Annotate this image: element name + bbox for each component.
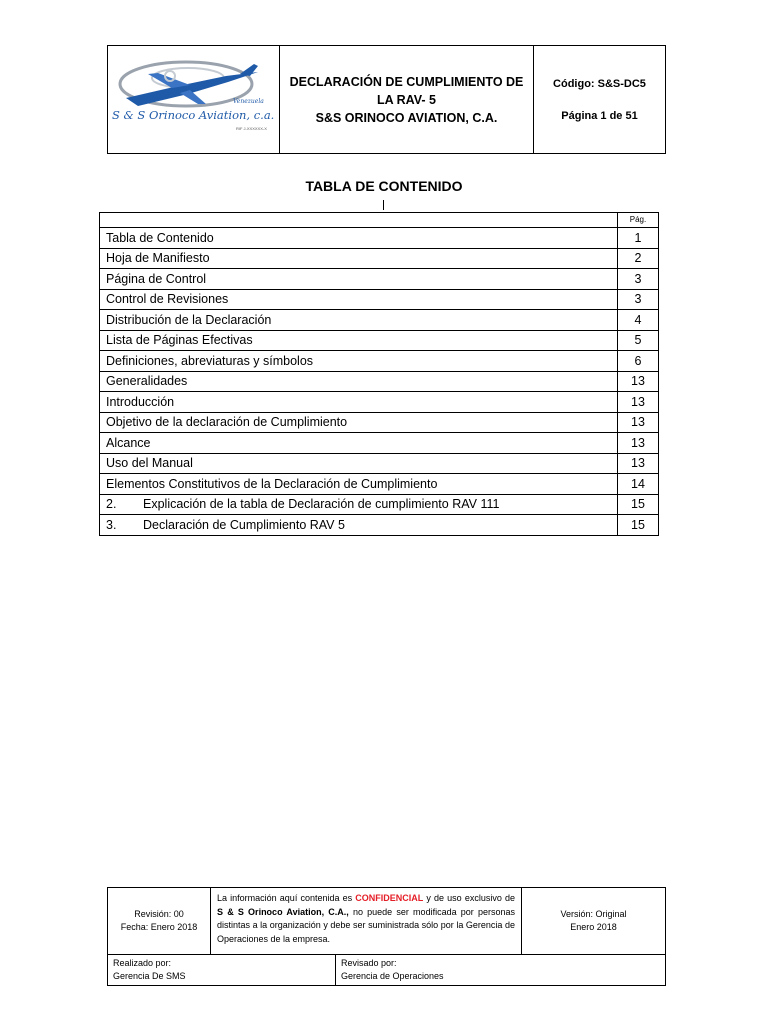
confidentiality-notice (211, 888, 522, 954)
toc-entry (100, 474, 618, 495)
toc-row (100, 494, 659, 515)
toc-entry-page: 2 (618, 248, 659, 269)
toc-entry-label: Definiciones, abreviaturas y símbolos (106, 353, 314, 368)
made-by-label: Realizado por: (113, 958, 172, 968)
toc-entry-page: 1 (618, 228, 659, 249)
toc-entry-page: 3 (618, 289, 659, 310)
made-by-value: Gerencia De SMS (113, 971, 186, 981)
text-cursor (383, 200, 384, 210)
toc-row (100, 474, 659, 495)
toc-entry-page: 13 (618, 392, 659, 413)
toc-entry-page: 13 (618, 453, 659, 474)
toc-entry (100, 453, 618, 474)
toc-entry-page: 13 (618, 371, 659, 392)
toc-entry-label: Objetivo de la declaración de Cumplimiento (106, 415, 348, 430)
document-code: Código: S&S-DC5 (553, 77, 646, 90)
toc-row (100, 515, 659, 536)
toc-entry-label: Tabla de Contenido (106, 230, 214, 245)
toc-entry-label: Declaración de Cumplimiento RAV 5 (143, 517, 345, 532)
logo-country: Venezuela (233, 98, 264, 105)
version-info (522, 888, 665, 954)
reviewed-by-label: Revisado por: (341, 958, 397, 968)
toc-entry (100, 269, 618, 290)
toc-entry (100, 330, 618, 351)
toc-entry-label: Distribución de la Declaración (106, 312, 272, 327)
reviewed-by-value: Gerencia de Operaciones (341, 971, 444, 981)
toc-heading: TABLA DE CONTENIDO (305, 178, 463, 194)
toc-entry (100, 371, 618, 392)
revision-date: Fecha: Enero 2018 (120, 922, 198, 932)
toc-row (100, 248, 659, 269)
toc-row (100, 269, 659, 290)
toc-entry-page: 5 (618, 330, 659, 351)
toc-row (100, 433, 659, 454)
toc-entry-label: Introducción (106, 394, 175, 409)
toc-entry-label: Lista de Páginas Efectivas (106, 333, 253, 348)
page-number: Página 1 de 51 (561, 109, 638, 122)
toc-row (100, 453, 659, 474)
revision-info (108, 888, 211, 954)
toc-entry (100, 433, 618, 454)
toc-entry (100, 228, 618, 249)
toc-entry-number: 3. (106, 517, 117, 532)
company-logo (108, 46, 280, 153)
toc-entry (100, 351, 618, 372)
toc-entry-page: 15 (618, 494, 659, 515)
toc-entry (100, 494, 618, 515)
toc-row (100, 412, 659, 433)
toc-row (100, 228, 659, 249)
toc-entry-page: 14 (618, 474, 659, 495)
revision-number: Revisión: 00 (134, 909, 184, 919)
title-line-2: LA RAV- 5 (376, 92, 437, 107)
toc-entry (100, 248, 618, 269)
document-title (280, 46, 534, 153)
conf-text-2: y de uso exclusivo de (423, 893, 515, 903)
toc-row (100, 371, 659, 392)
toc-entry-page: 4 (618, 310, 659, 331)
toc-row (100, 392, 659, 413)
toc-entry-page: 3 (618, 269, 659, 290)
toc-entry-page: 6 (618, 351, 659, 372)
conf-company: S & S Orinoco Aviation, C.A., (217, 906, 349, 917)
version-date: Enero 2018 (570, 922, 617, 932)
toc-entry-label: Elementos Constitutivos de la Declaración de Cumplimiento (106, 476, 438, 491)
toc-entry-page: 15 (618, 515, 659, 536)
logo-company-name: S & S Orinoco Aviation, c.a. (112, 108, 275, 122)
logo-rif: RIF J-XXXXXX-X (236, 126, 267, 131)
toc-entry-label: Generalidades (106, 374, 188, 389)
toc-row (100, 330, 659, 351)
toc-entry-label: Página de Control (106, 271, 207, 286)
toc-entry-page: 13 (618, 433, 659, 454)
toc-entry (100, 392, 618, 413)
table-of-contents (99, 212, 659, 536)
toc-entry (100, 289, 618, 310)
toc-entry-label: Hoja de Manifiesto (106, 251, 210, 266)
toc-entry (100, 515, 618, 536)
conf-text-3: no puede ser modificada por personas distintas a la organización y debe ser suministrada sólo por la Gerencia de Operaciones de la empresa. (217, 906, 515, 944)
toc-row (100, 310, 659, 331)
toc-entry-number: 2. (106, 497, 117, 512)
reviewed-by (336, 955, 665, 985)
toc-entry-label: Control de Revisiones (106, 292, 229, 307)
toc-row (100, 289, 659, 310)
title-line-3: S&S ORINOCO AVIATION, C.A. (315, 110, 498, 125)
toc-entry-label: Explicación de la tabla de Declaración de cumplimiento RAV 111 (143, 497, 500, 512)
version-label: Versión: Original (560, 909, 627, 919)
toc-entry (100, 310, 618, 331)
document-footer (107, 887, 666, 986)
toc-header-row (100, 213, 659, 228)
toc-entry-label: Alcance (106, 435, 151, 450)
document-meta (534, 46, 665, 153)
toc-header-blank (100, 213, 618, 228)
conf-text-1: La información aquí contenida es (217, 893, 356, 903)
made-by (108, 955, 336, 985)
confidential-label: CONFIDENCIAL (355, 893, 424, 903)
document-header (107, 45, 666, 154)
toc-page-column-header: Pág. (618, 213, 659, 228)
title-line-1: DECLARACIÓN DE CUMPLIMIENTO DE (289, 74, 524, 89)
toc-entry-label: Uso del Manual (106, 456, 193, 471)
toc-row (100, 351, 659, 372)
toc-entry (100, 412, 618, 433)
toc-entry-page: 13 (618, 412, 659, 433)
